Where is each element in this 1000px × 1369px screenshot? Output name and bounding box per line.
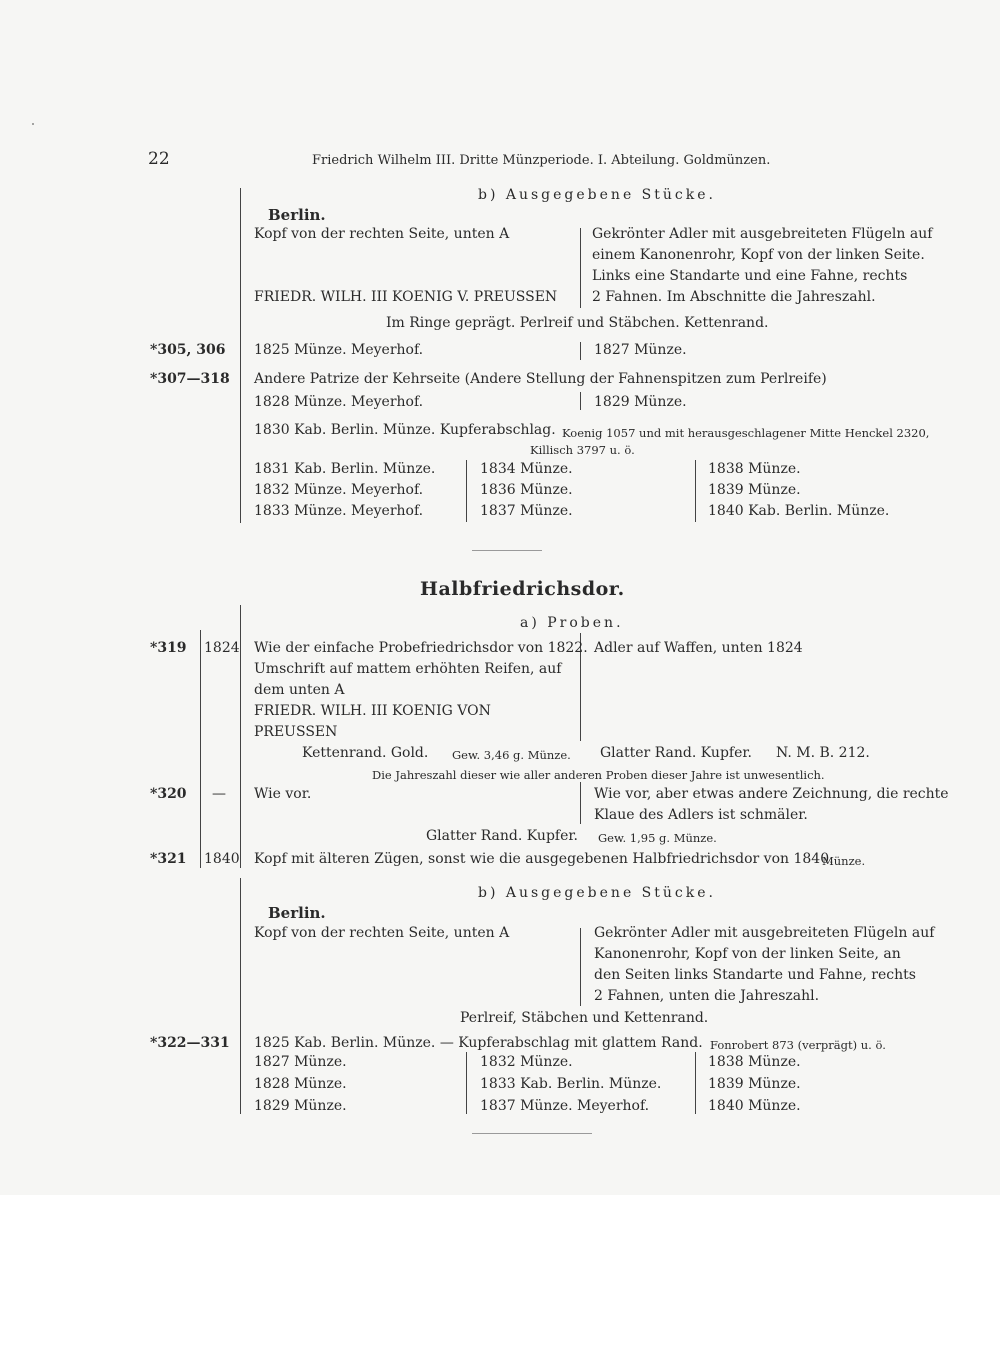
weight-note: Gew. 1,95 g. Münze.: [598, 831, 717, 845]
section-divider: [472, 1133, 592, 1134]
year-entry: 1838 Münze.: [708, 1054, 801, 1070]
column-rule-middle: [580, 342, 581, 360]
weight-note: Gew. 3,46 g. Münze.: [452, 748, 571, 762]
year-entry: 1827 Münze.: [594, 342, 687, 358]
reverse-line: Gekrönter Adler mit ausgebreiteten Flügeln auf: [594, 925, 935, 941]
obverse-line: dem unten A: [254, 682, 345, 698]
description: Kopf mit älteren Zügen, sonst wie die ausgegebenen Halbfriedrichsdor von 1840.: [254, 851, 834, 867]
column-rule-left: [240, 188, 241, 523]
year-entry: 1825 Kab. Berlin. Münze. — Kupferabschlag mit glattem Rand.: [254, 1035, 703, 1051]
year-entry: 1829 Münze.: [594, 394, 687, 410]
column-rule-middle: [580, 392, 581, 410]
year-entry: 1829 Münze.: [254, 1098, 347, 1114]
variant-description: Andere Patrize der Kehrseite (Andere Stellung der Fahnenspitzen zum Perlreife): [254, 371, 827, 387]
year-cell: —: [212, 786, 226, 802]
year-entry: 1832 Münze. Meyerhof.: [254, 482, 424, 498]
year-cell: 1824: [204, 640, 240, 656]
year-column-rule: [695, 460, 696, 522]
reference-note: Fonrobert 873 (verprägt) u. ö.: [710, 1038, 886, 1052]
year-rule: [200, 630, 201, 868]
year-entry: 1834 Münze.: [480, 461, 573, 477]
year-entry: 1827 Münze.: [254, 1054, 347, 1070]
year-entry: 1833 Münze. Meyerhof.: [254, 503, 424, 519]
year-entry: 1839 Münze.: [708, 1076, 801, 1092]
subsection-heading: b) Ausgegebene Stücke.: [478, 885, 716, 901]
page-number: 22: [148, 149, 170, 169]
year-entry: 1837 Münze. Meyerhof.: [480, 1098, 650, 1114]
catalog-number: *319: [150, 640, 187, 656]
year-entry: 1837 Münze.: [480, 503, 573, 519]
obverse-line: Umschrift auf mattem erhöhten Reifen, auf: [254, 661, 562, 677]
section-divider: [472, 550, 542, 551]
catalog-number: *307—318: [150, 371, 230, 387]
mint-heading: Berlin.: [268, 904, 326, 922]
year-entry: 1840 Münze.: [708, 1098, 801, 1114]
year-entry: 1840 Kab. Berlin. Münze.: [708, 503, 890, 519]
column-rule-left: [240, 878, 241, 1114]
year-column-rule: [466, 1052, 467, 1114]
catalog-number: *322—331: [150, 1035, 230, 1051]
reference-note: Koenig 1057 und mit herausgeschlagener Mitte Henckel 2320,: [562, 426, 930, 440]
reference-note: N. M. B. 212.: [776, 745, 870, 761]
edge-description: Glatter Rand. Kupfer.: [426, 828, 578, 844]
reverse-description: Adler auf Waffen, unten 1824: [594, 640, 803, 656]
year-entry: 1833 Kab. Berlin. Münze.: [480, 1076, 662, 1092]
column-rule-middle: [580, 782, 581, 824]
year-column-rule: [466, 460, 467, 522]
column-rule-middle: [580, 228, 581, 308]
obverse-description: Kopf von der rechten Seite, unten A: [254, 925, 510, 941]
year-cell: 1840: [204, 851, 240, 867]
column-rule-left: [240, 605, 241, 868]
location-note: Münze.: [822, 854, 866, 868]
running-title: Friedrich Wilhelm III. Dritte Münzperiode. I. Abteilung. Goldmünzen.: [312, 153, 771, 168]
reference-note: Killisch 3797 u. ö.: [530, 443, 635, 457]
reverse-line: Wie vor, aber etwas andere Zeichnung, die rechte: [594, 786, 949, 802]
year-entry: 1831 Kab. Berlin. Münze.: [254, 461, 436, 477]
year-entry: 1832 Münze.: [480, 1054, 573, 1070]
edge-description: Perlreif, Stäbchen und Kettenrand.: [460, 1010, 709, 1026]
obverse-description: Wie vor.: [254, 786, 312, 802]
reverse-line: 2 Fahnen. Im Abschnitte die Jahreszahl.: [592, 289, 876, 305]
year-entry: 1830 Kab. Berlin. Münze. Kupferabschlag.: [254, 422, 556, 438]
page-background: [0, 1195, 1000, 1369]
section-heading: b) Ausgegebene Stücke.: [478, 187, 716, 203]
catalog-number: *305, 306: [150, 342, 226, 358]
reverse-line: Klaue des Adlers ist schmäler.: [594, 807, 808, 823]
year-entry: 1839 Münze.: [708, 482, 801, 498]
obverse-description: Kopf von der rechten Seite, unten A: [254, 226, 510, 242]
catalog-number: *321: [150, 851, 187, 867]
year-entry: 1828 Münze.: [254, 1076, 347, 1092]
obverse-line: Wie der einfache Probefriedrichsdor von 1822.: [254, 640, 588, 656]
section-title: Halbfriedrichsdor.: [420, 578, 625, 600]
mint-heading: Berlin.: [268, 206, 326, 224]
reverse-line: Links eine Standarte und eine Fahne, rechts: [592, 268, 908, 284]
year-column-rule: [695, 1052, 696, 1114]
obverse-line: FRIEDR. WILH. III KOENIG VON: [254, 703, 491, 719]
obverse-legend: FRIEDR. WILH. III KOENIG V. PREUSSEN: [254, 289, 558, 305]
year-entry: 1836 Münze.: [480, 482, 573, 498]
year-entry: 1825 Münze. Meyerhof.: [254, 342, 424, 358]
edge-description: Kettenrand. Gold.: [302, 745, 429, 761]
reverse-line: einem Kanonenrohr, Kopf von der linken Seite.: [592, 247, 925, 263]
year-entry: 1838 Münze.: [708, 461, 801, 477]
reverse-line: den Seiten links Standarte und Fahne, rechts: [594, 967, 916, 983]
remark: Die Jahreszahl dieser wie aller anderen Proben dieser Jahre ist unwesentlich.: [372, 768, 825, 782]
obverse-line: PREUSSEN: [254, 724, 338, 740]
reverse-line: 2 Fahnen, unten die Jahreszahl.: [594, 988, 820, 1004]
edge-description: Im Ringe geprägt. Perlreif und Stäbchen. Kettenrand.: [386, 315, 769, 331]
scan-speck: [32, 123, 34, 125]
column-rule-middle: [580, 928, 581, 1006]
reverse-line: Gekrönter Adler mit ausgebreiteten Flügeln auf: [592, 226, 933, 242]
reverse-line: Kanonenrohr, Kopf von der linken Seite, an: [594, 946, 901, 962]
year-entry: 1828 Münze. Meyerhof.: [254, 394, 424, 410]
catalog-number: *320: [150, 786, 187, 802]
subsection-heading: a) Proben.: [520, 615, 624, 631]
edge-description: Glatter Rand. Kupfer.: [600, 745, 752, 761]
